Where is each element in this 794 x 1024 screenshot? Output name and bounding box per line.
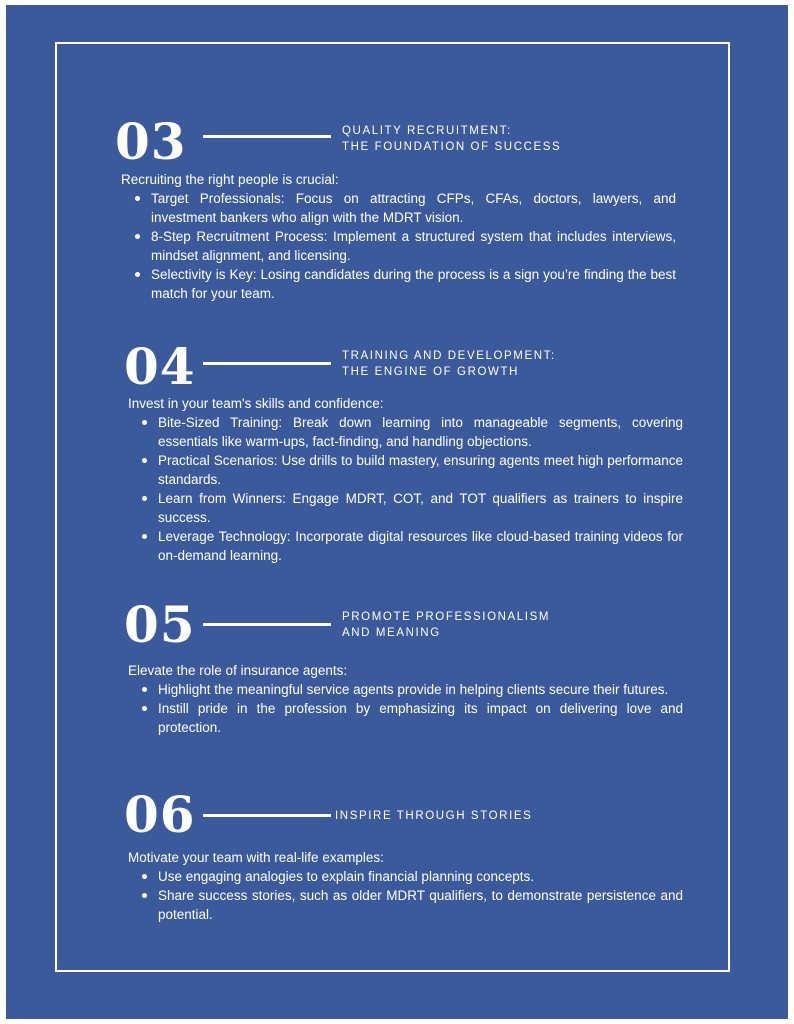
section-03 [115,112,676,307]
list-item: Use engaging analogies to explain financial planning concepts. [158,867,683,886]
section-heading: QUALITY RECRUITMENT: THE FOUNDATION OF SUCCESS [342,125,562,153]
section-number: 06 [124,785,196,844]
section-intro: Invest in your team's skills and confidence: [128,396,384,411]
section-number: 04 [124,337,196,396]
list-item: Selectivity is Key: Losing candidates during the process is a sign you’re finding the best match for your team. [151,267,676,301]
heading-rule [203,623,331,626]
list-item: Highlight the meaningful service agents provide in helping clients secure their futures. [158,680,683,699]
list-item: Learn from Winners: Engage MDRT, COT, and TOT qualifiers as trainers to inspire success. [158,491,683,525]
list-item: Share success stories, such as older MDRT qualifiers, to demonstrate persistence and potential. [158,888,683,922]
bullet-list [128,867,683,924]
section-heading: INSPIRE THROUGH STORIES [335,810,533,822]
section-heading: TRAINING AND DEVELOPMENT: THE ENGINE OF GROWTH [342,350,556,378]
section-intro: Recruiting the right people is crucial: [121,172,339,187]
list-item: Leverage Technology: Incorporate digital resources like cloud-based training videos for on-demand learning. [158,529,683,563]
list-item: Instill pride in the profession by emphasizing its impact on delivering love and protection. [158,701,683,735]
section-number: 03 [115,112,187,171]
list-item: 8-Step Recruitment Process: Implement a structured system that includes interviews, mindset alignment, and licensing. [151,229,676,263]
section-number: 05 [124,595,196,654]
list-item: Target Professionals: Focus on attracting CFPs, CFAs, doctors, lawyers, and investment bankers who align with the MDRT vision. [151,191,676,225]
section-06 [115,785,683,930]
list-item: Practical Scenarios: Use drills to build mastery, ensuring agents meet high performance standards. [158,453,683,487]
section-heading: PROMOTE PROFESSIONALISM AND MEANING [342,611,551,639]
bullet-list [128,413,683,565]
list-item: Bite-Sized Training: Break down learning into manageable segments, covering essentials like warm-ups, fact-finding, and handling objections. [158,415,683,449]
heading-rule [203,362,331,365]
bullet-list [121,189,676,303]
heading-rule [203,135,331,138]
heading-rule [203,814,331,817]
section-intro: Elevate the role of insurance agents: [128,663,348,678]
section-05 [115,595,683,760]
section-intro: Motivate your team with real-life examples: [128,850,384,865]
section-04 [115,337,683,572]
bullet-list [128,680,683,737]
